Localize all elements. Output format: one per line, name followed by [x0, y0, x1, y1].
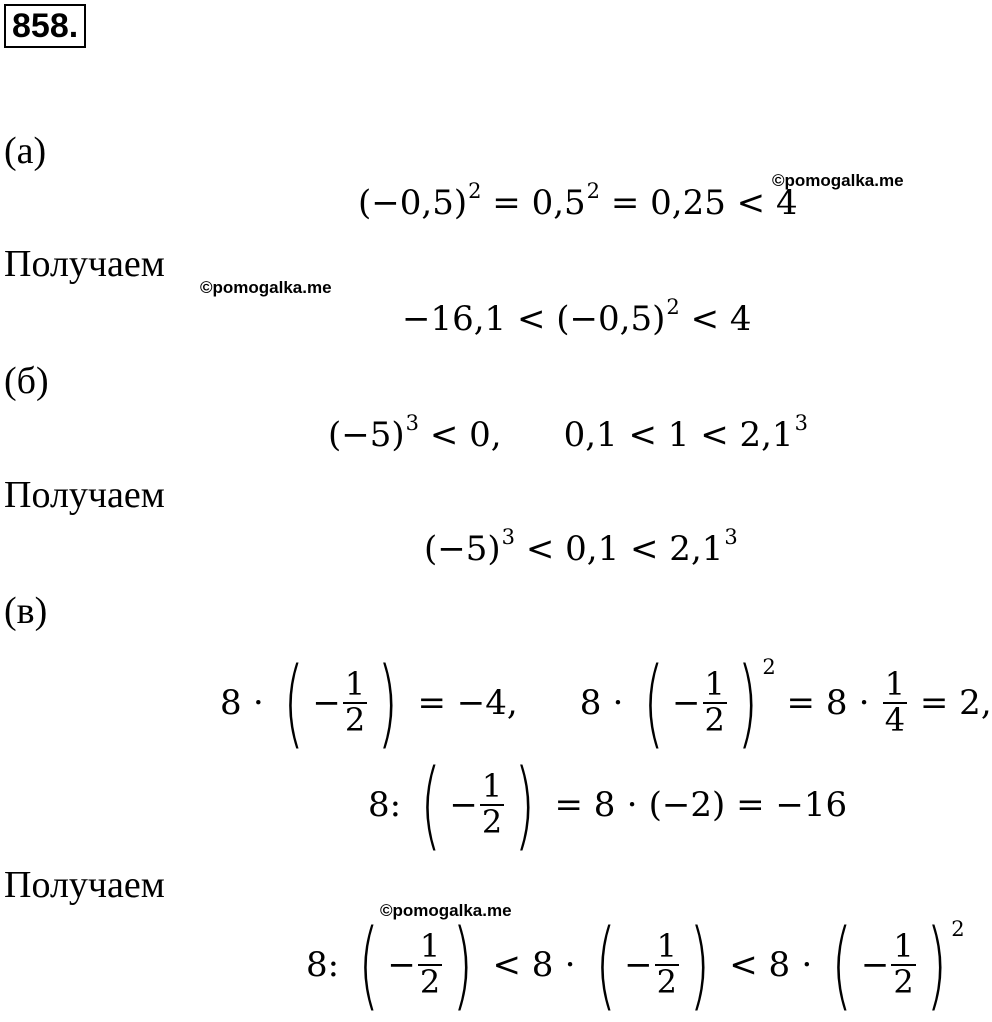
denominator: 2: [344, 701, 366, 739]
exponent: 3: [501, 525, 516, 550]
expr: < 4: [679, 299, 752, 339]
numerator: 1: [481, 767, 503, 806]
part-a-result-label: Получаем: [4, 243, 165, 285]
denominator: 4: [884, 701, 906, 739]
fraction: [343, 665, 367, 739]
expr: −16,1 < (−0,5): [402, 299, 666, 339]
expr: (−5): [424, 529, 501, 569]
expr: 8:: [368, 785, 412, 825]
expr: = −4,: [406, 683, 518, 723]
fraction: [418, 927, 442, 1001]
exponent: 3: [724, 525, 738, 550]
numerator: 1: [344, 665, 366, 704]
part-a-equation-2: [402, 295, 752, 339]
fraction: [703, 665, 727, 739]
minus-sign: −: [672, 683, 701, 723]
part-v-equation-2: [368, 749, 848, 861]
fraction: [480, 767, 504, 841]
part-v-equation-1: [220, 647, 992, 759]
part-a-equation-1: [358, 179, 798, 223]
part-v-result-label: Получаем: [4, 864, 165, 906]
minus-sign: −: [860, 945, 890, 985]
fraction: [655, 927, 679, 1001]
expr: 8 ⋅: [220, 683, 275, 723]
fraction: [883, 665, 907, 739]
minus-sign: −: [624, 945, 653, 985]
numerator: 1: [419, 927, 441, 966]
paren-fraction: ( − $\frac{1}{2}$ ): [420, 749, 536, 861]
expr: = 0,5: [481, 183, 586, 223]
expr: = 2,: [909, 683, 992, 723]
watermark: ©pomogalka.me: [380, 901, 512, 920]
exponent: 2: [951, 917, 965, 941]
expr: 8:: [306, 945, 350, 985]
expr: < 0,: [419, 415, 502, 455]
exponent: 2: [666, 295, 680, 320]
minus-sign: −: [312, 683, 341, 723]
expr: < 0,1 < 2,1: [515, 529, 724, 569]
expr: < 8 ⋅: [481, 945, 587, 985]
exponent: 3: [405, 411, 420, 436]
paren-fraction: ( − $\frac{1}{2}$ ): [595, 909, 711, 1021]
expr: = 8 ⋅ (−2) = −16: [543, 785, 848, 825]
expr: = 8 ⋅: [775, 683, 881, 723]
numerator: 1: [884, 665, 906, 704]
part-a-label: (a): [4, 130, 47, 172]
numerator: 1: [704, 665, 725, 704]
denominator: 2: [481, 803, 503, 841]
paren-fraction-squared: ( − $\frac{1}{2}$ ) 2: [643, 647, 776, 759]
exponent: 2: [762, 655, 776, 679]
denominator: 2: [656, 963, 677, 1001]
denominator: 2: [893, 963, 914, 1001]
expr: = 0,25 < 4: [600, 183, 798, 223]
numerator: 1: [656, 927, 677, 966]
numerator: 1: [893, 927, 914, 966]
paren-fraction-squared: ( − $\frac{1}{2}$ ) 2: [831, 909, 965, 1021]
expr: (−5): [328, 415, 405, 455]
fraction: [891, 927, 915, 1001]
watermark: ©pomogalka.me: [772, 171, 904, 190]
paren-fraction: ( − $\frac{1}{2}$ ): [358, 909, 474, 1021]
expr: (−0,5): [358, 183, 468, 223]
part-v-label: (в): [4, 590, 48, 632]
exponent: 2: [586, 179, 601, 204]
paren-fraction: ( − $\frac{1}{2}$ ): [283, 647, 399, 759]
part-b-result-label: Получаем: [4, 474, 165, 516]
part-b-equation-1: [328, 411, 808, 455]
problem-number: 858.: [4, 4, 86, 48]
minus-sign: −: [387, 945, 416, 985]
watermark: ©pomogalka.me: [200, 278, 332, 297]
expr: 0,1 < 1 < 2,1: [563, 415, 794, 455]
exponent: 3: [794, 411, 808, 436]
expr: < 8 ⋅: [718, 945, 824, 985]
part-b-label: (б): [4, 360, 49, 402]
expr: 8 ⋅: [579, 683, 635, 723]
minus-sign: −: [449, 785, 478, 825]
denominator: 2: [419, 963, 441, 1001]
denominator: 2: [704, 701, 725, 739]
part-b-equation-2: [424, 525, 738, 569]
exponent: 2: [468, 179, 482, 204]
